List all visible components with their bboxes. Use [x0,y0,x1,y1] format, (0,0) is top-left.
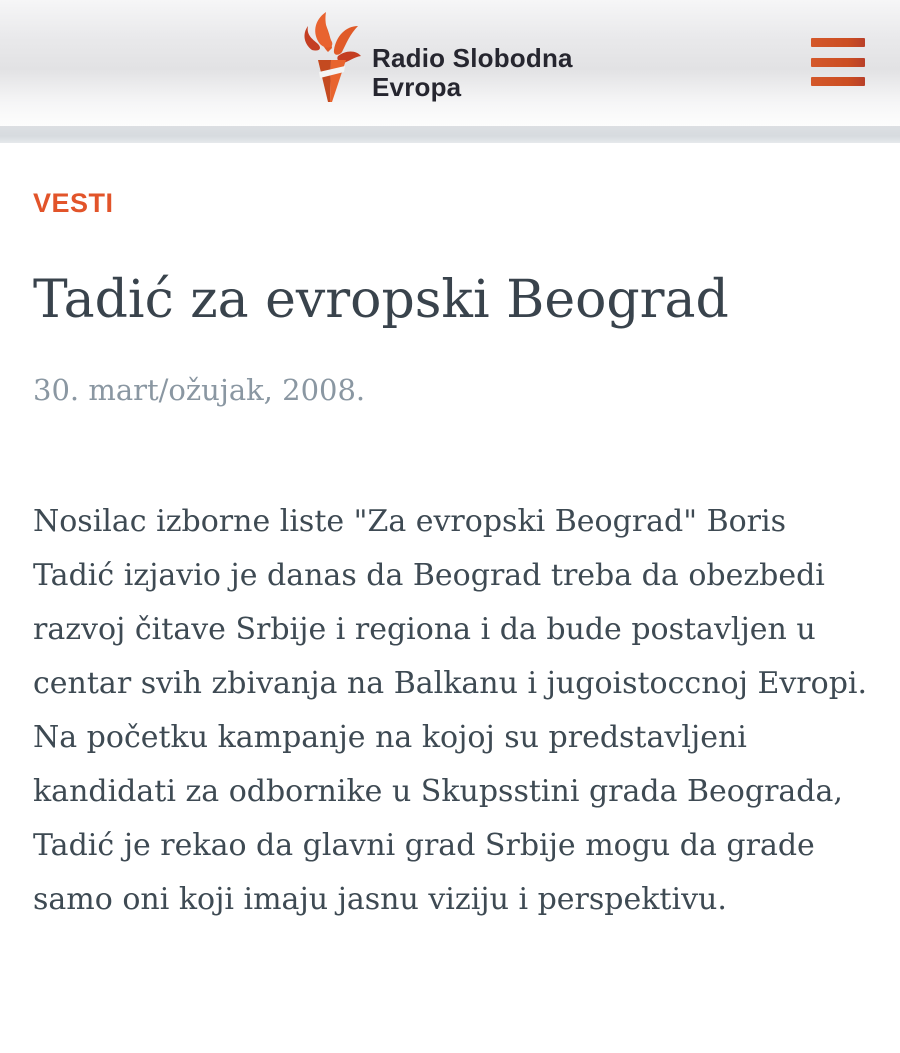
menu-bar [811,58,865,67]
site-title-line1: Radio Slobodna [372,43,573,73]
site-logo[interactable] [298,10,573,110]
site-title-line2: Evropa [372,72,462,102]
article-body: Nosilac izborne liste "Za evropski Beograd" Boris Tadić izjavio je danas da Beograd treba da obezbedi razvoj čitave Srbije i regiona i da bude postavljen u centar svih zbivanja na Balkanu i jugoistoccnoj Evropi. Na početku kampanje na kojoj su predstavljeni kandidati za odbornike u Skupsstini grada Beograda, Tadić je rekao da glavni grad Srbije mogu da grade samo oni koji imaju jasnu viziju i perspektivu. [33,504,868,917]
site-title [372,18,573,102]
torch-icon [298,10,364,110]
menu-bar [811,38,865,47]
article-title: Tadić za evropski Beograd [33,270,729,330]
app-header [0,0,900,126]
header-divider [0,126,900,143]
menu-bar [811,77,865,86]
hamburger-menu-icon[interactable] [811,36,867,88]
article-page [0,143,900,927]
category-link-vesti[interactable]: VESTI [33,188,114,218]
article-date: 30. mart/ožujak, 2008. [33,373,366,407]
